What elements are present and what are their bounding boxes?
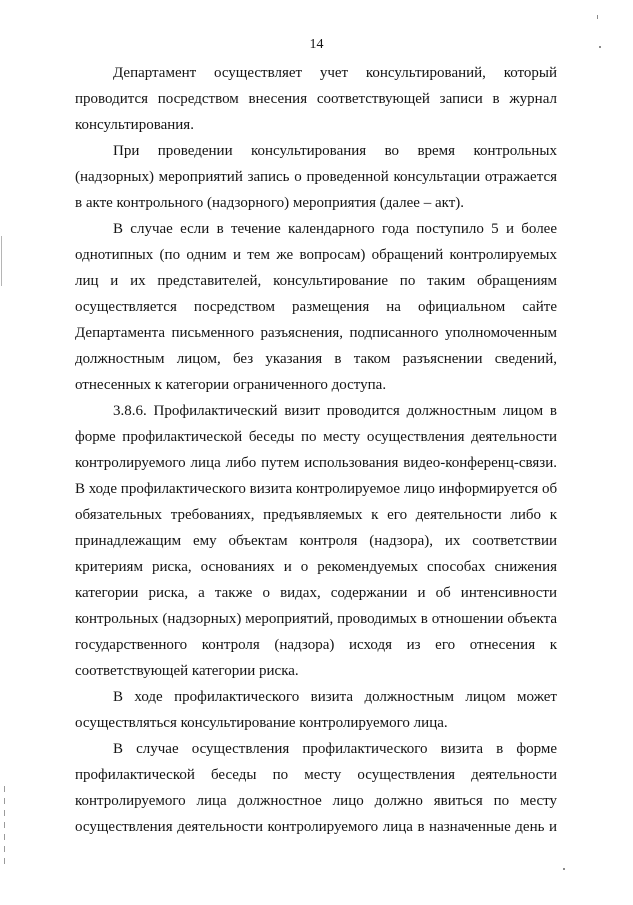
scan-edge-dash (4, 798, 5, 804)
text-line: В случае если в течение календарного года поступило 5 и более (113, 221, 557, 237)
document-body (75, 60, 557, 840)
paragraph (75, 60, 557, 138)
paragraph (75, 138, 557, 216)
text-line: консультирования. (75, 117, 194, 133)
text-line: осуществления деятельности контролируемого лица в назначенные день и (75, 819, 557, 835)
paragraph (75, 216, 557, 398)
text-line: однотипных (по одним и тем же вопросам) обращений контролируемых (75, 247, 557, 263)
text-line: При проведении консультирования во время контрольных (113, 143, 557, 159)
text-line: профилактической беседы по месту осуществления деятельности (75, 767, 557, 783)
text-line: проводится посредством внесения соответствующей записи в журнал (75, 91, 557, 107)
text-line: контролируемого лица либо путем использования видео-конференц-связи. (75, 455, 557, 471)
text-line: контрольных (надзорных) мероприятий, проводимых в отношении объекта (75, 611, 557, 627)
text-line: принадлежащим ему объектам контроля (надзора), их соответствии (75, 533, 557, 549)
text-line: категории риска, а также о видах, содержании и об интенсивности (75, 585, 557, 601)
page-number: 14 (309, 37, 324, 52)
text-line: отнесенных к категории ограниченного доступа. (75, 377, 387, 393)
text-line: должностным лицом, без указания в таком разъяснении сведений, (75, 351, 557, 367)
paragraph (75, 398, 557, 684)
text-line: (надзорных) мероприятий запись о проведенной консультации отражается (75, 169, 557, 185)
scan-edge-dash (4, 834, 5, 840)
scan-edge-dash (4, 810, 5, 816)
text-line: 3.8.6. Профилактический визит проводится должностным лицом в (113, 403, 557, 419)
text-line: В ходе профилактического визита контролируемое лицо информируется об (75, 481, 558, 497)
text-line: В ходе профилактического визита должностным лицом может (113, 689, 557, 705)
scan-edge-dash (4, 846, 5, 852)
scan-edge-dash (4, 858, 5, 864)
text-line: обязательных требованиях, предъявляемых к его деятельности либо к (75, 507, 557, 523)
text-line: государственного контроля (надзора) исходя из его отнесения к (75, 637, 557, 653)
text-line: Департамент осуществляет учет консультирований, который (113, 65, 557, 81)
text-line: критериям риска, основаниях и о рекомендуемых способах снижения (75, 559, 557, 575)
scan-speck (563, 868, 565, 870)
text-line: лиц и их представителей, консультирование по таким обращениям (75, 273, 557, 289)
scan-speck (597, 15, 598, 19)
text-line: осуществляется посредством размещения на официальном сайте (75, 299, 557, 315)
paragraph (75, 736, 557, 840)
scan-edge-dash (4, 786, 5, 792)
text-line: в акте контрольного (надзорного) мероприятия (далее – акт). (75, 195, 465, 211)
text-line: контролируемого лица должностное лицо должно явиться по месту (75, 793, 557, 809)
text-line: В случае осуществления профилактического визита в форме (113, 741, 557, 757)
paragraph (75, 684, 557, 736)
text-line: Департамента письменного разъяснения, подписанного уполномоченным (75, 325, 557, 341)
scan-speck (599, 46, 601, 48)
text-line: форме профилактической беседы по месту осуществления деятельности (75, 429, 557, 445)
scan-edge-line (1, 236, 2, 286)
text-line: осуществляться консультирование контролируемого лица. (75, 715, 448, 731)
scan-edge-dash (4, 822, 5, 828)
text-line: соответствующей категории риска. (75, 663, 299, 679)
